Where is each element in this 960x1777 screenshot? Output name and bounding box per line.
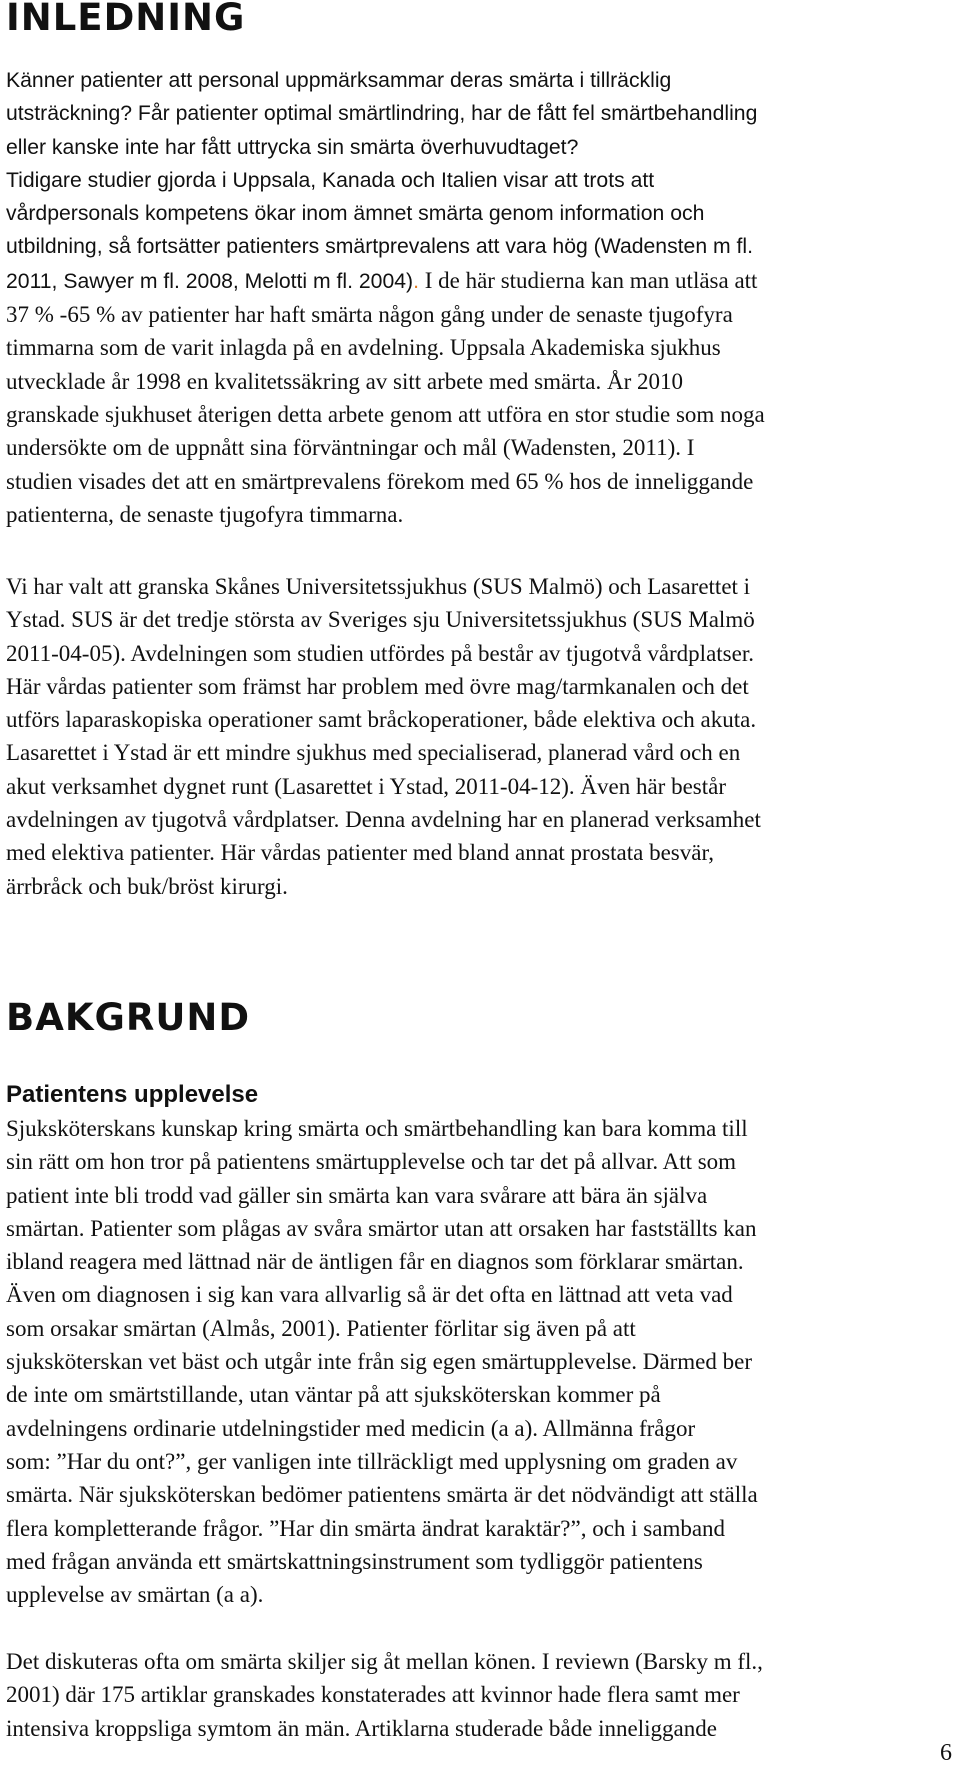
text-line: utsträckning? Får patienter optimal smärtlindring, har de fått fel smärtbehandling [6,102,758,126]
text-line: timmarna som de varit inlagda på en avdelning. Uppsala Akademiska sjukhus [6,335,721,361]
text-line: Tidigare studier gjorda i Uppsala, Kanada och Italien visar att trots att [6,168,655,192]
text-line: eller kanske inte har fått uttrycka sin smärta överhuvudtaget? [6,135,579,159]
text-line: upplevelse av smärtan (a a). [6,1582,264,1608]
text-line: Känner patienter att personal uppmärksammar deras smärta i tillräcklig [6,69,672,92]
subsection-heading: Patientens upplevelse [6,1081,259,1108]
text-line: utförs laparaskopiska operationer samt bråckoperationer, både elektiva och akuta. [6,707,757,733]
text-line: 37 % -65 % av patienter har haft smärta någon gång under de senaste tjugofyra [6,302,733,328]
text-line: utvecklade år 1998 en kvalitetssäkring av sitt arbete med smärta. År 2010 [6,368,684,394]
text-line: studien visades det att en smärtprevalens förekom med 65 % hos de inneliggande [6,468,754,494]
text-line-mixed [6,264,956,298]
text-line: intensiva kroppsliga symtom än män. Artiklarna studerade både inneliggande [6,1715,717,1741]
text-line: 2001) där 175 artiklar granskades konstaterades att kvinnor hade flera samt mer [6,1682,740,1708]
text-line: avdelningens ordinarie utdelningstider med medicin (a a). Allmänna frågor [6,1415,696,1441]
background-paragraph-1 [6,1112,956,1611]
text-line: sin rätt om hon tror på patientens smärtupplevelse och tar det på allvar. Att som [6,1149,737,1175]
text-line: med frågan använda ett smärtskattningsinstrument som tydliggör patientens [6,1548,703,1574]
text-line: Här vårdas patienter som främst har problem med övre mag/tarmkanalen och det [6,673,749,699]
intro-paragraph-2 [6,570,956,903]
text-line: 2011-04-05). Avdelningen som studien utfördes på består av tjugotvå vårdplatser. [6,640,754,666]
citation-text: 2011, Sawyer m fl. 2008, Melotti m fl. 2004) [6,269,414,293]
text-line: Vi har valt att granska Skånes Universitetssjukhus (SUS Malmö) och Lasarettet i [6,574,751,599]
text-fragment: I de här studierna kan man utläsa att [418,267,758,293]
text-line: Ystad. SUS är det tredje största av Sveriges sju Universitetssjukhus (SUS Malmö [6,607,755,633]
text-line: avdelningen av tjugotvå vårdplatser. Denna avdelning har en planerad verksamhet [6,807,761,833]
text-line: ibland reagera med lättnad när de äntligen får en diagnos som förklarar smärtan. [6,1249,744,1275]
text-line: Sjuksköterskans kunskap kring smärta och smärtbehandling kan bara komma till [6,1116,748,1141]
background-paragraph-2 [6,1645,956,1745]
text-line: vårdpersonals kompetens ökar inom ämnet smärta genom information och [6,202,705,226]
text-line: patienterna, de senaste tjugofyra timmarna. [6,501,404,527]
text-line: som: ”Har du ont?”, ger vanligen inte tillräckligt med upplysning om graden av [6,1448,738,1474]
text-line: smärtan. Patienter som plågas av svåra smärtor utan att orsaken har fastställts kan [6,1215,757,1241]
text-line: Det diskuteras ofta om smärta skiljer sig åt mellan könen. I reviewn (Barsky m fl., [6,1649,763,1674]
page-number: 6 [940,1740,952,1766]
text-line: de inte om smärtstillande, utan väntar på att sjuksköterskan kommer på [6,1382,661,1408]
text-line: Lasarettet i Ystad är ett mindre sjukhus med specialiserad, planerad vård och en [6,740,741,766]
text-line: ärrbråck och buk/bröst kirurgi. [6,873,288,899]
text-line: med elektiva patienter. Här vårdas patienter med bland annat prostata besvär, [6,840,714,866]
orange-period: . [413,269,419,293]
text-line: akut verksamhet dygnet runt (Lasarettet i Ystad, 2011-04-12). Även här består [6,773,727,799]
text-line: flera kompletterande frågor. ”Har din smärta ändrat karaktär?”, och i samband [6,1515,726,1541]
section-heading-bakgrund: BAKGRUND [6,996,251,1039]
text-line: patient inte bli trodd vad gäller sin smärta kan vara svårare att bära än själva [6,1182,708,1208]
intro-paragraph-1 [6,64,956,531]
section-heading-inledning: INLEDNING [6,0,246,39]
text-line: som orsakar smärtan (Almås, 2001). Patienter förlitar sig även på att [6,1315,636,1341]
text-line: smärta. När sjuksköterskan bedömer patientens smärta är det nödvändigt att ställa [6,1482,758,1508]
text-line: utbildning, så fortsätter patienters smärtprevalens att vara hög (Wadensten m fl. [6,235,754,259]
text-line: granskade sjukhuset återigen detta arbete genom att utföra en stor studie som noga [6,401,765,427]
text-line: sjuksköterskan vet bäst och utgår inte från sig egen smärtupplevelse. Därmed ber [6,1349,752,1375]
text-line: undersökte om de uppnått sina förväntningar och mål (Wadensten, 2011). I [6,435,695,461]
text-line: Även om diagnosen i sig kan vara allvarlig så är det ofta en lättnad att veta vad [6,1282,733,1308]
